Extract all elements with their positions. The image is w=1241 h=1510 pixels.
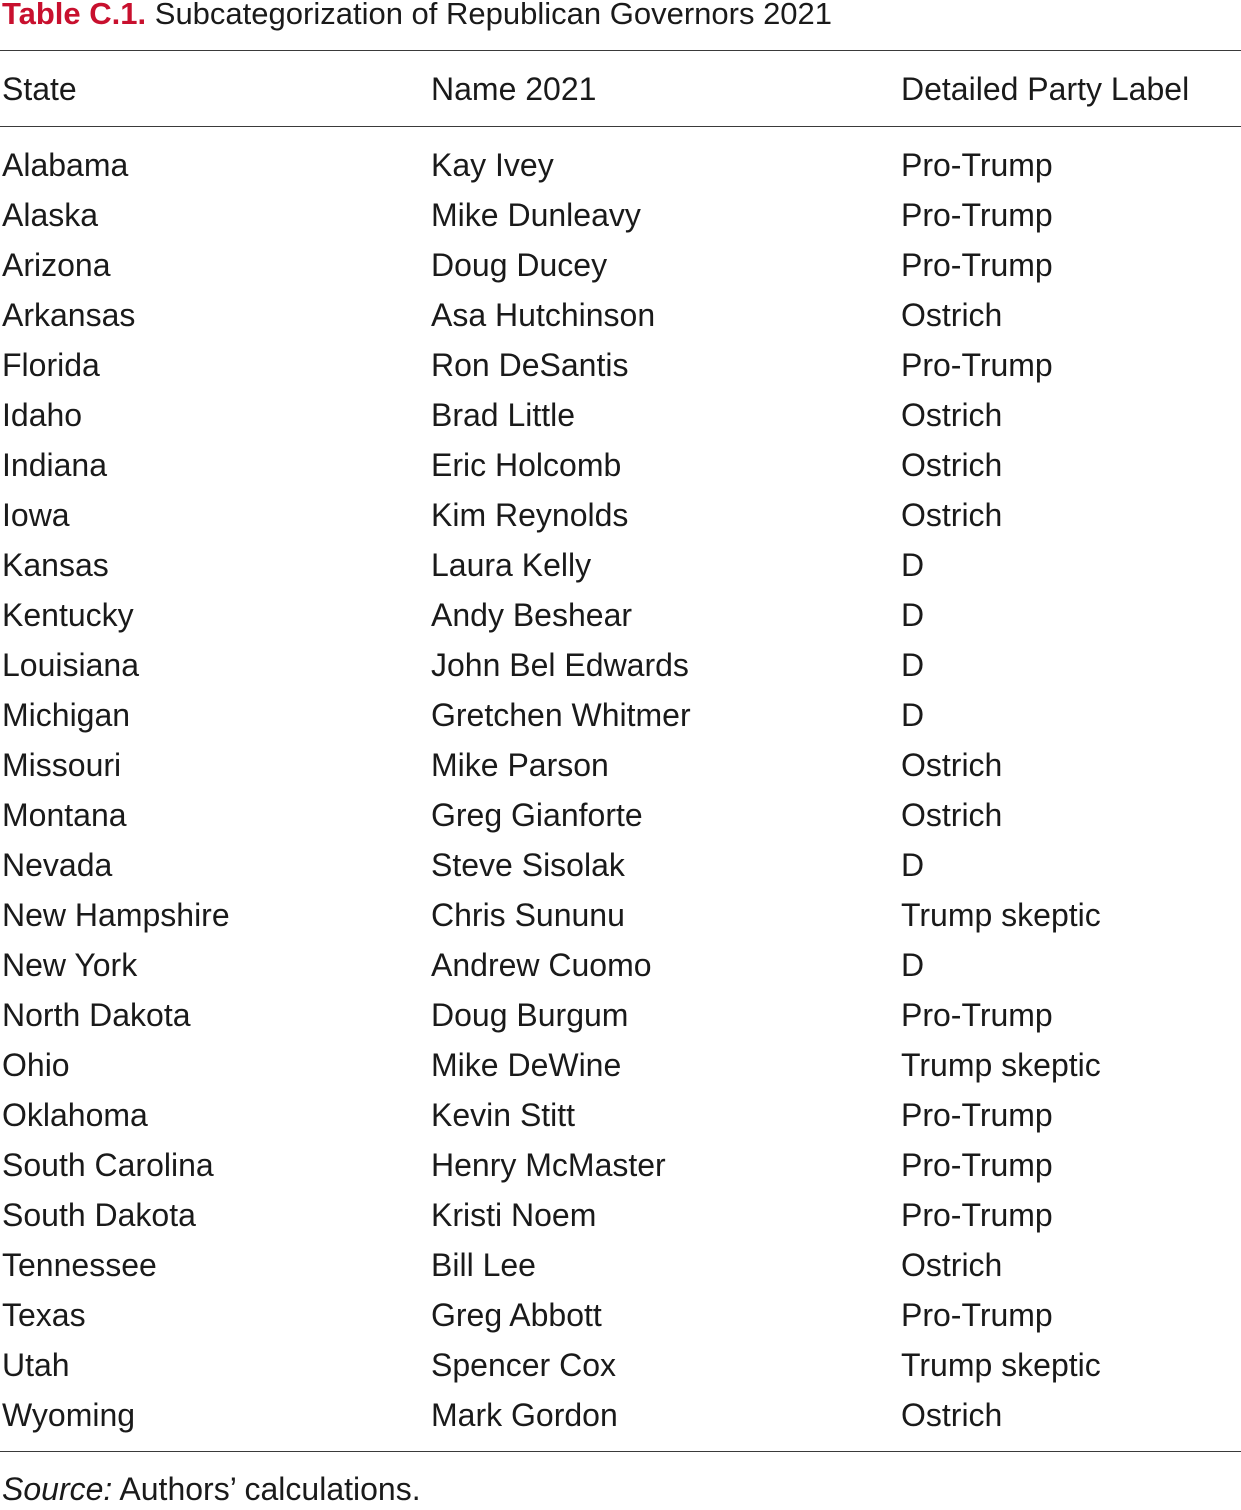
table-row	[0, 1342, 1241, 1392]
cell-name: Gretchen Whitmer	[431, 697, 691, 733]
cell-state: Arkansas	[2, 297, 136, 333]
header-party-label: Detailed Party Label	[901, 71, 1190, 107]
bottom-rule	[0, 1451, 1241, 1452]
cell-state: Utah	[2, 1347, 70, 1383]
table-row	[0, 1192, 1241, 1242]
table-row	[0, 1242, 1241, 1292]
cell-name: Greg Gianforte	[431, 797, 643, 833]
cell-state: South Dakota	[2, 1197, 196, 1233]
table-row	[0, 292, 1241, 342]
cell-party-label: Trump skeptic	[901, 1047, 1101, 1083]
table-row	[0, 842, 1241, 892]
cell-state: South Carolina	[2, 1147, 214, 1183]
cell-name: Ron DeSantis	[431, 347, 629, 383]
cell-party-label: D	[901, 547, 925, 583]
cell-party-label: Pro-Trump	[901, 1147, 1053, 1183]
cell-name: Kim Reynolds	[431, 497, 629, 533]
cell-party-label: D	[901, 847, 925, 883]
cell-party-label: Trump skeptic	[901, 1347, 1101, 1383]
cell-state: Ohio	[2, 1047, 70, 1083]
cell-party-label: D	[901, 647, 925, 683]
table-caption	[2, 0, 832, 34]
cell-party-label: Trump skeptic	[901, 897, 1101, 933]
cell-state: New Hampshire	[2, 897, 230, 933]
cell-state: North Dakota	[2, 997, 191, 1033]
header-rule	[0, 126, 1241, 127]
cell-party-label: Pro-Trump	[901, 197, 1053, 233]
cell-name: Asa Hutchinson	[431, 297, 656, 333]
cell-state: Montana	[2, 797, 127, 833]
cell-name: John Bel Edwards	[431, 647, 689, 683]
cell-state: Idaho	[2, 397, 83, 433]
cell-party-label: Ostrich	[901, 1397, 1003, 1433]
cell-name: Eric Holcomb	[431, 447, 622, 483]
cell-name: Steve Sisolak	[431, 847, 625, 883]
cell-state: Kansas	[2, 547, 109, 583]
cell-party-label: Ostrich	[901, 447, 1003, 483]
cell-party-label: Ostrich	[901, 397, 1003, 433]
table-title: Subcategorization of Republican Governors 2021	[154, 0, 833, 31]
table-row	[0, 742, 1241, 792]
cell-name: Henry McMaster	[431, 1147, 666, 1183]
cell-state: New York	[2, 947, 138, 983]
cell-state: Alaska	[2, 197, 99, 233]
cell-state: Indiana	[2, 447, 107, 483]
table-row	[0, 442, 1241, 492]
table-row	[0, 1392, 1241, 1442]
cell-name: Kay Ivey	[431, 147, 554, 183]
cell-state: Alabama	[2, 147, 129, 183]
cell-party-label: Pro-Trump	[901, 997, 1053, 1033]
table-row	[0, 242, 1241, 292]
source-label: Source:	[2, 1471, 113, 1507]
cell-name: Spencer Cox	[431, 1347, 616, 1383]
table-row	[0, 792, 1241, 842]
cell-party-label: D	[901, 697, 925, 733]
cell-name: Andy Beshear	[431, 597, 633, 633]
top-rule	[0, 50, 1241, 51]
cell-party-label: Pro-Trump	[901, 247, 1053, 283]
cell-party-label: Pro-Trump	[901, 1297, 1053, 1333]
table-row	[0, 142, 1241, 192]
table-row	[0, 992, 1241, 1042]
cell-party-label: Ostrich	[901, 747, 1003, 783]
header-state: State	[2, 71, 77, 107]
cell-party-label: Pro-Trump	[901, 1097, 1053, 1133]
cell-state: Nevada	[2, 847, 113, 883]
source-note	[2, 1468, 421, 1510]
cell-name: Kristi Noem	[431, 1197, 597, 1233]
cell-state: Oklahoma	[2, 1097, 148, 1133]
table-row	[0, 592, 1241, 642]
table-row	[0, 692, 1241, 742]
cell-state: Louisiana	[2, 647, 139, 683]
cell-name: Greg Abbott	[431, 1297, 602, 1333]
table-row	[0, 942, 1241, 992]
table-row	[0, 492, 1241, 542]
cell-name: Mike DeWine	[431, 1047, 622, 1083]
cell-name: Brad Little	[431, 397, 576, 433]
cell-state: Florida	[2, 347, 100, 383]
cell-name: Mark Gordon	[431, 1397, 618, 1433]
table-row	[0, 542, 1241, 592]
cell-state: Missouri	[2, 747, 122, 783]
cell-name: Doug Ducey	[431, 247, 608, 283]
table-row	[0, 1092, 1241, 1142]
table-row	[0, 892, 1241, 942]
source-text: Authors’ calculations.	[119, 1471, 421, 1507]
cell-party-label: D	[901, 947, 925, 983]
cell-state: Michigan	[2, 697, 131, 733]
cell-name: Andrew Cuomo	[431, 947, 652, 983]
table-row	[0, 642, 1241, 692]
cell-state: Tennessee	[2, 1247, 157, 1283]
cell-party-label: Pro-Trump	[901, 147, 1053, 183]
cell-name: Mike Dunleavy	[431, 197, 641, 233]
cell-state: Texas	[2, 1297, 86, 1333]
table-row	[0, 192, 1241, 242]
table-row	[0, 1292, 1241, 1342]
table-row	[0, 342, 1241, 392]
cell-state: Wyoming	[2, 1397, 136, 1433]
table-header	[0, 68, 1241, 110]
cell-state: Arizona	[2, 247, 111, 283]
cell-state: Kentucky	[2, 597, 134, 633]
cell-party-label: Ostrich	[901, 297, 1003, 333]
cell-name: Mike Parson	[431, 747, 609, 783]
cell-name: Kevin Stitt	[431, 1097, 576, 1133]
cell-party-label: Pro-Trump	[901, 347, 1053, 383]
header-name: Name 2021	[431, 71, 597, 107]
table-number: Table C.1.	[2, 0, 147, 31]
cell-name: Laura Kelly	[431, 547, 592, 583]
cell-party-label: Ostrich	[901, 797, 1003, 833]
table-body	[0, 142, 1241, 1442]
cell-party-label: D	[901, 597, 925, 633]
cell-party-label: Ostrich	[901, 1247, 1003, 1283]
cell-state: Iowa	[2, 497, 70, 533]
cell-name: Chris Sununu	[431, 897, 625, 933]
table-row	[0, 1042, 1241, 1092]
table-row	[0, 1142, 1241, 1192]
cell-party-label: Pro-Trump	[901, 1197, 1053, 1233]
cell-name: Bill Lee	[431, 1247, 536, 1283]
cell-party-label: Ostrich	[901, 497, 1003, 533]
cell-name: Doug Burgum	[431, 997, 629, 1033]
table-row	[0, 392, 1241, 442]
